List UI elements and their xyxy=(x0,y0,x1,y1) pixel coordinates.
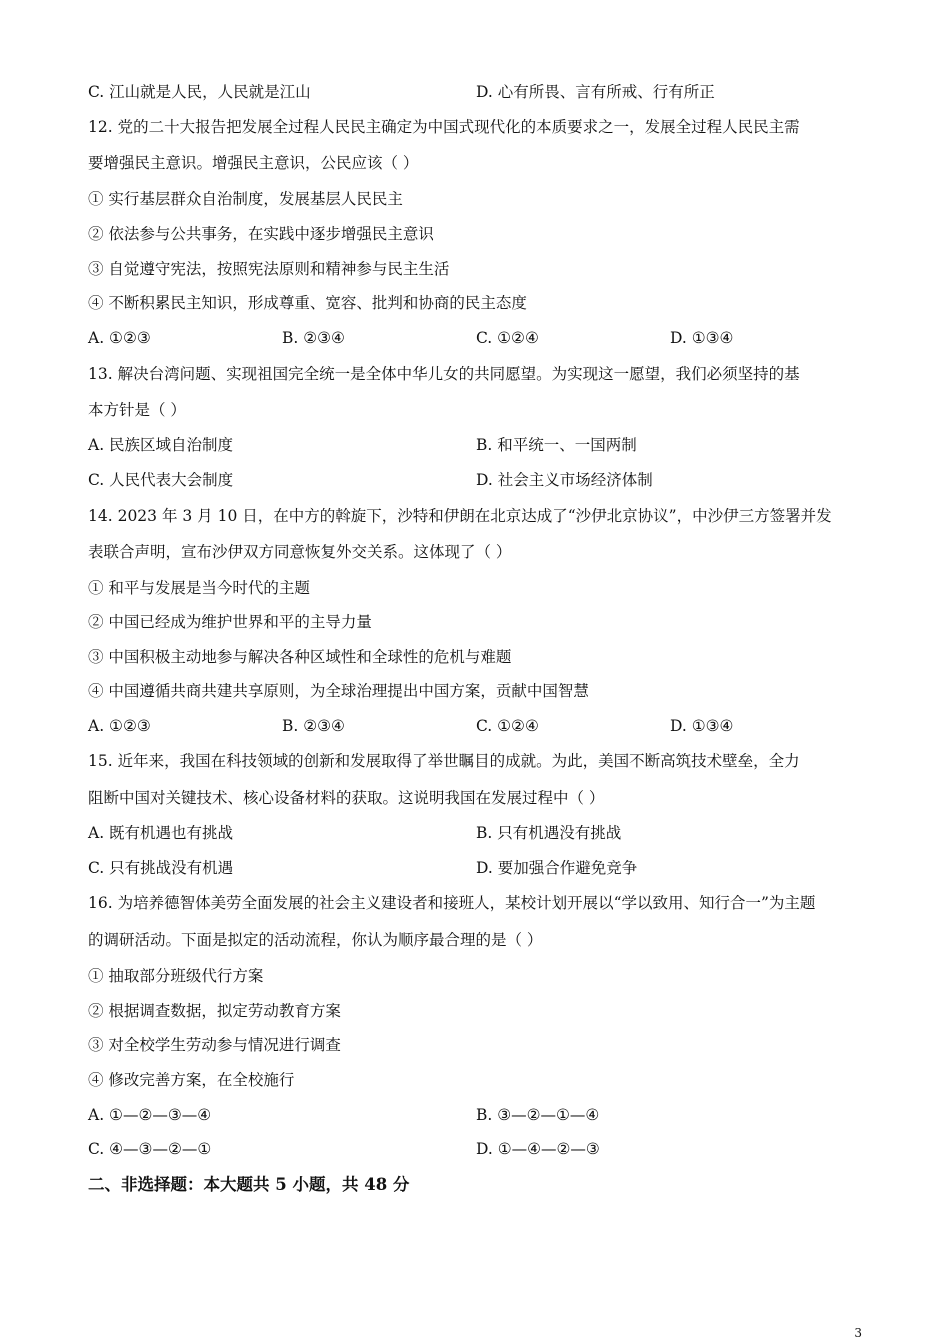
q13-stem-line2: 本方针是（ ） xyxy=(88,401,186,419)
q13-option-a: A. 民族区域自治制度 xyxy=(88,436,234,454)
q11-option-d: D. 心有所畏、言有所戒、行有所正 xyxy=(476,83,715,101)
q16-option-a: A. ①—②—③—④ xyxy=(88,1106,212,1124)
q13-option-b: B. 和平统一、一国两制 xyxy=(476,436,637,454)
q14-option-a: A. ①②③ xyxy=(88,717,151,735)
q14-stem-line2: 表联合声明，宣布沙伊双方同意恢复外交关系。这体现了（ ） xyxy=(88,543,512,561)
q16-option-c: C. ④—③—②—① xyxy=(88,1140,212,1158)
q15-option-b: B. 只有机遇没有挑战 xyxy=(476,824,622,842)
q16-stem-line1: 16. 为培养德智体美劳全面发展的社会主义建设者和接班人，某校计划开展以“学以致用、知行合一”为主题 xyxy=(88,894,816,912)
q16-statement-4: ④ 修改完善方案，在全校施行 xyxy=(88,1071,295,1089)
q12-statement-1: ① 实行基层群众自治制度，发展基层人民民主 xyxy=(88,190,403,208)
q14-option-c: C. ①②④ xyxy=(476,717,539,735)
q14-stem-line1: 14. 2023 年 3 月 10 日，在中方的斡旋下，沙特和伊朗在北京达成了“沙伊北京协议”，中沙伊三方签署并发 xyxy=(88,507,832,525)
page-number: 3 xyxy=(854,1326,862,1340)
section-heading: 二、非选择题：本大题共 5 小题，共 48 分 xyxy=(88,1175,410,1194)
q12-stem-line1: 12. 党的二十大报告把发展全过程人民民主确定为中国式现代化的本质要求之一，发展全过程人民民主需 xyxy=(88,118,800,136)
q16-statement-2: ② 根据调查数据，拟定劳动教育方案 xyxy=(88,1002,341,1020)
q12-option-b: B. ②③④ xyxy=(282,329,345,347)
q12-statement-3: ③ 自觉遵守宪法，按照宪法原则和精神参与民主生活 xyxy=(88,260,450,278)
q15-option-c: C. 只有挑战没有机遇 xyxy=(88,859,234,877)
q15-option-d: D. 要加强合作避免竞争 xyxy=(476,859,638,877)
q16-statement-1: ① 抽取部分班级代行方案 xyxy=(88,967,264,985)
q16-statement-3: ③ 对全校学生劳动参与情况进行调查 xyxy=(88,1036,341,1054)
q12-statement-4: ④ 不断积累民主知识，形成尊重、宽容、批判和协商的民主态度 xyxy=(88,294,527,312)
q12-option-c: C. ①②④ xyxy=(476,329,539,347)
q12-option-d: D. ①③④ xyxy=(670,329,734,347)
q12-option-a: A. ①②③ xyxy=(88,329,151,347)
q13-option-d: D. 社会主义市场经济体制 xyxy=(476,471,653,489)
q16-stem-line2: 的调研活动。下面是拟定的活动流程，你认为顺序最合理的是（ ） xyxy=(88,931,543,949)
q12-stem-line2: 要增强民主意识。增强民主意识，公民应该（ ） xyxy=(88,154,419,172)
q14-statement-3: ③ 中国积极主动地参与解决各种区域性和全球性的危机与难题 xyxy=(88,648,512,666)
q14-statement-1: ① 和平与发展是当今时代的主题 xyxy=(88,579,310,597)
q12-statement-2: ② 依法参与公共事务，在实践中逐步增强民主意识 xyxy=(88,225,434,243)
q15-stem-line1: 15. 近年来，我国在科技领域的创新和发展取得了举世瞩目的成就。为此，美国不断高筑技术壁垒，全力 xyxy=(88,752,800,770)
q14-option-d: D. ①③④ xyxy=(670,717,734,735)
q13-option-c: C. 人民代表大会制度 xyxy=(88,471,234,489)
q16-option-d: D. ①—④—②—③ xyxy=(476,1140,600,1158)
q14-option-b: B. ②③④ xyxy=(282,717,345,735)
q15-option-a: A. 既有机遇也有挑战 xyxy=(88,824,234,842)
q15-stem-line2: 阻断中国对关键技术、核心设备材料的获取。这说明我国在发展过程中（ ） xyxy=(88,789,605,807)
q11-option-c: C. 江山就是人民，人民就是江山 xyxy=(88,83,311,101)
q14-statement-2: ② 中国已经成为维护世界和平的主导力量 xyxy=(88,613,372,631)
q14-statement-4: ④ 中国遵循共商共建共享原则，为全球治理提出中国方案，贡献中国智慧 xyxy=(88,682,589,700)
q16-option-b: B. ③—②—①—④ xyxy=(476,1106,600,1124)
q13-stem-line1: 13. 解决台湾问题、实现祖国完全统一是全体中华儿女的共同愿望。为实现这一愿望，我们必须坚持的基 xyxy=(88,365,800,383)
